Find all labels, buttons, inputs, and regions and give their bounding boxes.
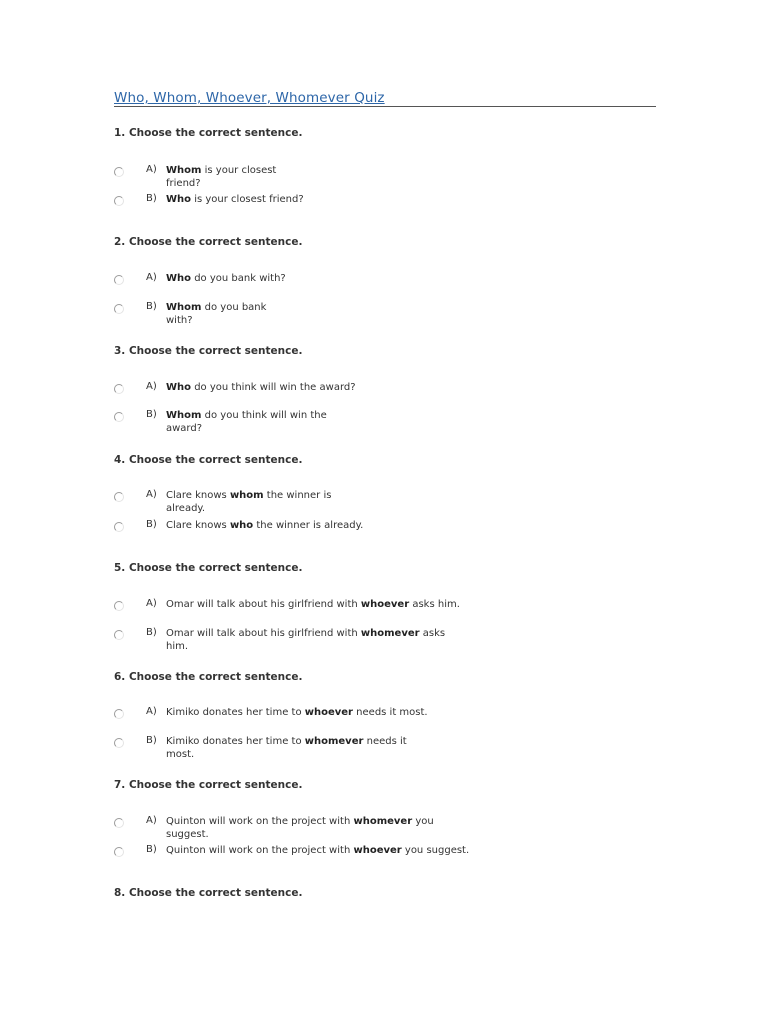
option-text-segment: Omar will talk about his girlfriend with [166, 599, 361, 610]
option-letter: A) [146, 706, 157, 717]
option-text-line [166, 706, 428, 719]
question-heading: 2. Choose the correct sentence. [114, 236, 303, 248]
option-text [166, 627, 445, 653]
option-letter: B) [146, 735, 157, 746]
radio-button[interactable] [114, 196, 124, 206]
option-text-line [166, 409, 327, 422]
option-letter: B) [146, 844, 157, 855]
option-letter: A) [146, 164, 157, 175]
pronoun-emphasis: Who [166, 382, 192, 393]
option-text-segment: him. [166, 641, 189, 652]
answer-option[interactable] [114, 519, 534, 548]
radio-button[interactable] [114, 304, 124, 314]
option-text [166, 706, 428, 719]
answer-option[interactable] [114, 381, 534, 410]
option-text-segment: Quinton will work on the project with [166, 816, 354, 827]
option-text-segment: asks him. [409, 599, 460, 610]
option-text-segment: do you think will win the award? [191, 382, 356, 393]
option-text [166, 409, 327, 435]
option-text-segment: Quinton will work on the project with [166, 845, 354, 856]
option-text-segment: do you bank [201, 302, 267, 313]
answer-option[interactable] [114, 272, 534, 301]
radio-button[interactable] [114, 492, 124, 502]
pronoun-emphasis: whoever [304, 707, 353, 718]
radio-button[interactable] [114, 738, 124, 748]
option-text-line [166, 177, 276, 190]
pronoun-emphasis: whomever [304, 736, 364, 747]
option-text-line [166, 519, 363, 532]
answer-option[interactable] [114, 301, 534, 330]
question-heading: 5. Choose the correct sentence. [114, 562, 303, 574]
option-text-line [166, 828, 434, 841]
radio-button[interactable] [114, 709, 124, 719]
option-letter: A) [146, 272, 157, 283]
option-text-line [166, 815, 434, 828]
question-heading: 7. Choose the correct sentence. [114, 779, 303, 791]
option-text-line [166, 489, 331, 502]
pronoun-emphasis: whomever [360, 628, 420, 639]
option-text-segment: is your closest friend? [191, 194, 304, 205]
option-letter: B) [146, 193, 157, 204]
pronoun-emphasis: whomever [353, 816, 413, 827]
option-text [166, 164, 276, 190]
radio-button[interactable] [114, 630, 124, 640]
radio-button[interactable] [114, 384, 124, 394]
option-text-segment: needs it [363, 736, 407, 747]
radio-button[interactable] [114, 167, 124, 177]
option-text-line [166, 598, 460, 611]
option-letter: B) [146, 301, 157, 312]
option-text [166, 489, 331, 515]
pronoun-emphasis: whom [229, 490, 264, 501]
answer-option[interactable] [114, 815, 534, 844]
radio-button[interactable] [114, 412, 124, 422]
option-text-segment: Omar will talk about his girlfriend with [166, 628, 361, 639]
answer-option[interactable] [114, 489, 534, 518]
option-text-line [166, 164, 276, 177]
option-text-segment: needs it most. [353, 707, 428, 718]
answer-option[interactable] [114, 735, 534, 764]
option-text [166, 272, 286, 285]
option-text-line [166, 422, 327, 435]
option-text [166, 815, 434, 841]
pronoun-emphasis: who [229, 520, 254, 531]
quiz-title[interactable]: Who, Whom, Whoever, Whomever Quiz [114, 90, 385, 106]
option-text [166, 381, 356, 394]
option-letter: A) [146, 381, 157, 392]
title-divider [114, 106, 656, 107]
option-text [166, 598, 460, 611]
radio-button[interactable] [114, 522, 124, 532]
option-text-segment: you suggest. [401, 845, 470, 856]
option-text-line [166, 301, 266, 314]
option-text-segment: Clare knows [166, 490, 230, 501]
option-text-segment: with? [166, 315, 193, 326]
option-text-line [166, 381, 356, 394]
answer-option[interactable] [114, 598, 534, 627]
question-heading: 4. Choose the correct sentence. [114, 454, 303, 466]
option-letter: A) [146, 598, 157, 609]
pronoun-emphasis: whoever [360, 599, 410, 610]
option-text-segment: asks [419, 628, 446, 639]
option-text-segment: you [412, 816, 434, 827]
option-letter: A) [146, 489, 157, 500]
pronoun-emphasis: Who [166, 273, 192, 284]
option-letter: B) [146, 627, 157, 638]
question-heading: 8. Choose the correct sentence. [114, 887, 303, 899]
pronoun-emphasis: Whom [166, 165, 202, 176]
answer-option[interactable] [114, 193, 534, 222]
option-text [166, 844, 469, 857]
option-text-segment: the winner is [263, 490, 332, 501]
answer-option[interactable] [114, 706, 534, 735]
question-heading: 1. Choose the correct sentence. [114, 127, 303, 139]
option-text-segment: Kimiko donates her time to [166, 707, 305, 718]
radio-button[interactable] [114, 818, 124, 828]
option-text [166, 519, 363, 532]
option-letter: B) [146, 519, 157, 530]
option-text-line [166, 844, 469, 857]
option-text-line [166, 735, 407, 748]
option-letter: B) [146, 409, 157, 420]
answer-option[interactable] [114, 844, 534, 873]
option-text [166, 735, 407, 761]
option-text-line [166, 502, 331, 515]
option-text-segment: Kimiko donates her time to [166, 736, 305, 747]
option-text-segment: friend? [166, 178, 201, 189]
option-text-segment: most. [166, 749, 195, 760]
pronoun-emphasis: whoever [353, 845, 402, 856]
option-text-line [166, 627, 445, 640]
option-text-segment: is your closest [201, 165, 277, 176]
option-text-segment: the winner is already. [253, 520, 364, 531]
option-text-line [166, 314, 266, 327]
pronoun-emphasis: Whom [166, 410, 202, 421]
option-text-segment: already. [166, 503, 206, 514]
option-text [166, 301, 266, 327]
option-text-segment: do you think will win the [201, 410, 327, 421]
radio-button[interactable] [114, 275, 124, 285]
option-text-segment: award? [166, 423, 203, 434]
option-text-segment: suggest. [166, 829, 209, 840]
option-text-line [166, 193, 304, 206]
option-text [166, 193, 304, 206]
option-text-line [166, 640, 445, 653]
answer-option[interactable] [114, 627, 534, 656]
answer-option[interactable] [114, 409, 534, 438]
question-heading: 6. Choose the correct sentence. [114, 671, 303, 683]
pronoun-emphasis: Whom [166, 302, 202, 313]
question-heading: 3. Choose the correct sentence. [114, 345, 303, 357]
option-text-segment: Clare knows [166, 520, 230, 531]
option-text-segment: do you bank with? [191, 273, 286, 284]
option-text-line [166, 272, 286, 285]
radio-button[interactable] [114, 601, 124, 611]
pronoun-emphasis: Who [166, 194, 192, 205]
answer-option[interactable] [114, 164, 534, 193]
option-text-line [166, 748, 407, 761]
option-letter: A) [146, 815, 157, 826]
radio-button[interactable] [114, 847, 124, 857]
